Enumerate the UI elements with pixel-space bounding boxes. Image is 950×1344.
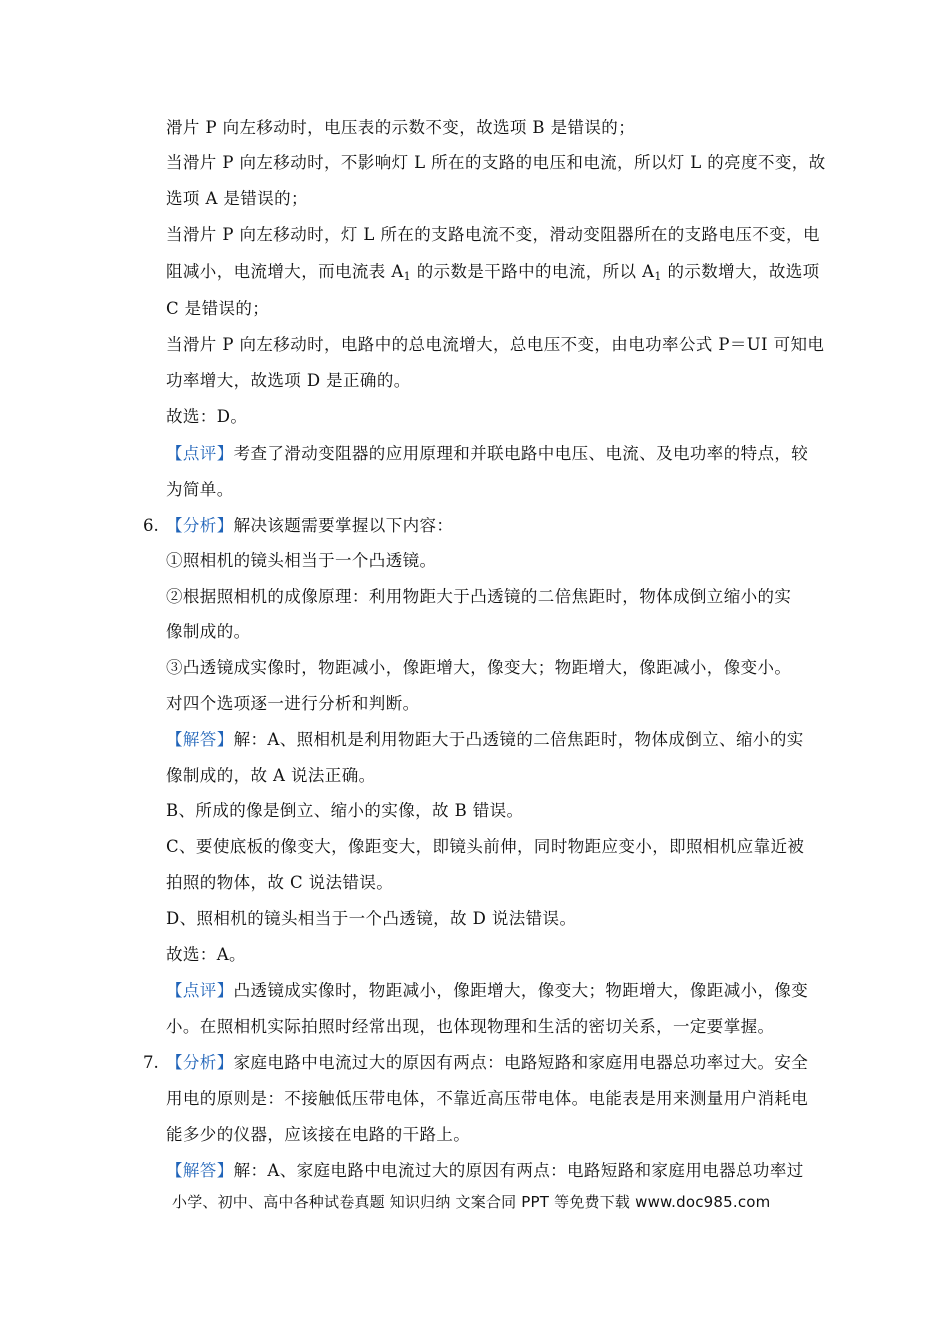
q6-point-1: ①照相机的镜头相当于一个凸透镜。 <box>166 551 437 570</box>
q7-answer-tag: 【解答】 <box>166 1161 234 1180</box>
q6-comment-tag: 【点评】 <box>166 981 234 1000</box>
q7-answer-text-1: 解：A、家庭电路中电流过大的原因有两点：电路短路和家庭用电器总功率过 <box>233 1161 804 1180</box>
q6-analysis-tag: 【分析】 <box>166 516 234 535</box>
q7-answer-line-1 <box>166 1160 804 1182</box>
q5-comment-text-1: 考查了滑动变阻器的应用原理和并联电路中电压、电流、及电功率的特点，较 <box>233 444 809 463</box>
q5-line-2: 当滑片 P 向左移动时，不影响灯 L 所在的支路的电压和电流，所以灯 L 的亮度不变，故 <box>166 153 826 172</box>
q6-point-3: ③凸透镜成实像时，物距减小，像距增大，像变大；物距增大，像距减小，像变小。 <box>166 658 792 677</box>
q6-comment-line-2: 小。在照相机实际拍照时经常出现，也体现物理和生活的密切关系，一定要掌握。 <box>166 1017 775 1036</box>
q6-option-c-2: 拍照的物体，故 C 说法错误。 <box>166 873 394 892</box>
q6-point-2a: ②根据照相机的成像原理：利用物距大于凸透镜的二倍焦距时，物体成倒立缩小的实 <box>166 587 792 606</box>
q5-line-6: C 是错误的； <box>166 299 270 318</box>
q7-analysis-line-3: 能多少的仪器，应该接在电路的干路上。 <box>166 1125 471 1144</box>
q5-line-5b: 的示数是干路中的电流，所以 A <box>411 262 655 281</box>
q5-choice: 故选：D。 <box>166 407 248 426</box>
q5-line-5c: 的示数增大，故选项 <box>661 262 820 281</box>
q6-answer-line-2: 像制成的，故 A 说法正确。 <box>166 766 376 785</box>
q6-analysis-text: 解决该题需要掌握以下内容： <box>233 516 454 535</box>
q7-number: 7. <box>143 1053 159 1072</box>
q5-comment-line-1 <box>166 443 808 465</box>
q6-option-d: D、照相机的镜头相当于一个凸透镜，故 D 说法错误。 <box>166 909 577 928</box>
q5-sub-1: 1 <box>403 270 412 283</box>
q6-comment-line-1 <box>166 980 808 1002</box>
q5-line-8: 功率增大，故选项 D 是正确的。 <box>166 371 411 390</box>
page-footer: 小学、初中、高中各种试卷真题 知识归纳 文案合同 PPT 等免费下载 www.doc985.com <box>172 1193 771 1211</box>
q7-analysis-text-1: 家庭电路中电流过大的原因有两点：电路短路和家庭用电器总功率过大。安全 <box>233 1053 809 1072</box>
q5-sub-2: 1 <box>654 270 662 283</box>
q6-point-2b: 像制成的。 <box>166 622 251 641</box>
q7-analysis-line-1 <box>166 1052 808 1074</box>
q5-line-4: 当滑片 P 向左移动时，灯 L 所在的支路电流不变，滑动变阻器所在的支路电压不变，电 <box>166 225 820 244</box>
q7-analysis-tag: 【分析】 <box>166 1053 234 1072</box>
q7-analysis-line-2: 用电的原则是：不接触低压带电体，不靠近高压带电体。电能表是用来测量用户消耗电 <box>166 1089 809 1108</box>
q5-line-3: 选项 A 是错误的； <box>166 189 308 208</box>
q6-choice: 故选：A。 <box>166 945 246 964</box>
q5-line-5 <box>166 261 820 288</box>
q5-line-5a: 阻减小，电流增大，而电流表 A <box>166 262 404 281</box>
q5-comment-tag: 【点评】 <box>166 444 234 463</box>
q6-point-4: 对四个选项逐一进行分析和判断。 <box>166 694 420 713</box>
q6-option-b: B、所成的像是倒立、缩小的实像，故 B 错误。 <box>166 801 524 820</box>
q6-number: 6. <box>143 516 159 535</box>
q6-analysis-line <box>166 515 453 537</box>
q5-line-7: 当滑片 P 向左移动时，电路中的总电流增大，总电压不变，由电功率公式 P＝UI 可知电 <box>166 335 825 354</box>
q6-option-c-1: C、要使底板的像变大，像距变大，即镜头前伸，同时物距应变小，即照相机应靠近被 <box>166 837 805 856</box>
q6-answer-tag: 【解答】 <box>166 730 234 749</box>
q5-line-1: 滑片 P 向左移动时，电压表的示数不变，故选项 B 是错误的； <box>166 118 636 137</box>
q6-answer-line-1 <box>166 729 804 751</box>
q6-answer-text-1: 解：A、照相机是利用物距大于凸透镜的二倍焦距时，物体成倒立、缩小的实 <box>233 730 804 749</box>
q5-comment-line-2: 为简单。 <box>166 480 234 499</box>
q6-comment-text-1: 凸透镜成实像时，物距减小，像距增大，像变大；物距增大，像距减小，像变 <box>233 981 809 1000</box>
